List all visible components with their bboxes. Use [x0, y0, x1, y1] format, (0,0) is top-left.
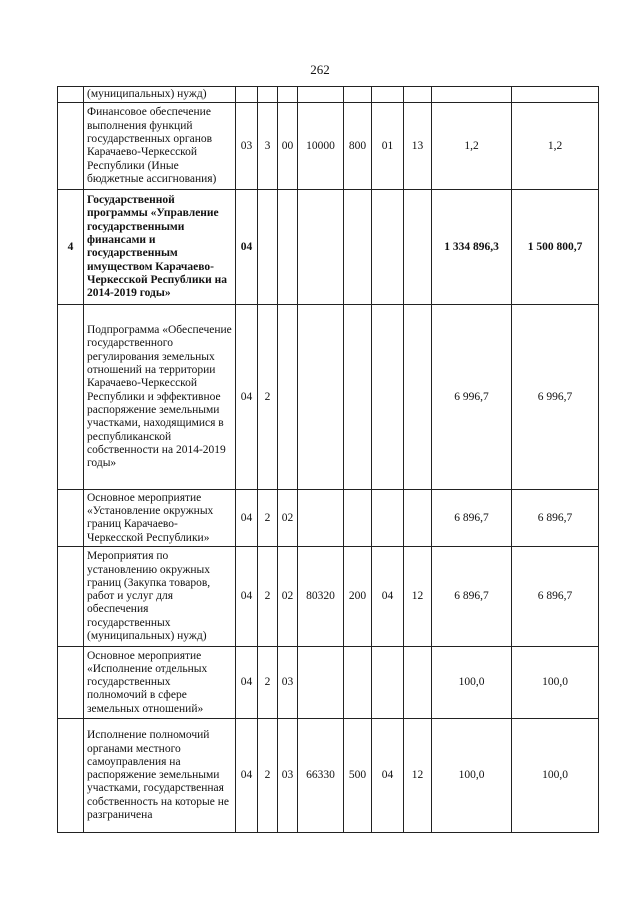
- code-cell: 04: [236, 190, 258, 305]
- code-cell: 00: [278, 103, 298, 190]
- amount-cell: 6 896,7: [512, 547, 599, 647]
- code-cell: [404, 190, 432, 305]
- code-cell: 01: [372, 103, 404, 190]
- code-cell: [344, 190, 372, 305]
- amount-cell: 100,0: [432, 647, 512, 719]
- page-number: 262: [310, 62, 330, 77]
- budget-table: [57, 86, 599, 833]
- table-row: [58, 490, 599, 547]
- amount-cell: [512, 87, 599, 103]
- code-cell: [258, 87, 278, 103]
- row-name-cell: Подпрограмма «Обеспечение государственного регулирования земельных отношений на территории Карачаево-Черкесской Республики и эффективное распоряжение земельными участками, находящимися в республиканской собственности на 2014-2019 годы»: [84, 305, 236, 490]
- code-cell: 03: [236, 103, 258, 190]
- code-cell: 3: [258, 103, 278, 190]
- code-cell: [372, 647, 404, 719]
- amount-cell: 100,0: [512, 647, 599, 719]
- code-cell: [344, 305, 372, 490]
- code-cell: 66330: [298, 719, 344, 833]
- row-name-cell: Мероприятия по установлению окружных границ (Закупка товаров, работ и услуг для обеспечения государственных (муниципальных) нужд): [84, 547, 236, 647]
- amount-cell: 1 334 896,3: [432, 190, 512, 305]
- row-number-cell: [58, 647, 84, 719]
- table-row: [58, 103, 599, 190]
- code-cell: 10000: [298, 103, 344, 190]
- code-cell: [278, 87, 298, 103]
- code-cell: [404, 87, 432, 103]
- table-row: [58, 190, 599, 305]
- code-cell: [404, 305, 432, 490]
- amount-cell: 1 500 800,7: [512, 190, 599, 305]
- code-cell: [372, 87, 404, 103]
- row-name-cell: Основное мероприятие «Исполнение отдельных государственных полномочий в сфере земельных отношений»: [84, 647, 236, 719]
- code-cell: 02: [278, 490, 298, 547]
- code-cell: 500: [344, 719, 372, 833]
- code-cell: [404, 647, 432, 719]
- table-row: [58, 547, 599, 647]
- row-number-cell: [58, 719, 84, 833]
- code-cell: 2: [258, 647, 278, 719]
- code-cell: 04: [236, 490, 258, 547]
- code-cell: 04: [236, 305, 258, 490]
- row-number-cell: [58, 305, 84, 490]
- row-name-cell: (муниципальных) нужд): [84, 87, 236, 103]
- code-cell: 2: [258, 305, 278, 490]
- code-cell: 800: [344, 103, 372, 190]
- code-cell: 13: [404, 103, 432, 190]
- amount-cell: 100,0: [432, 719, 512, 833]
- code-cell: [372, 490, 404, 547]
- code-cell: [278, 305, 298, 490]
- row-name-cell: Государственной программы «Управление государственными финансами и государственным имуществом Карачаево-Черкесской Республики на 2014-2019 годы»: [84, 190, 236, 305]
- code-cell: [298, 190, 344, 305]
- amount-cell: 1,2: [512, 103, 599, 190]
- code-cell: [344, 647, 372, 719]
- code-cell: [372, 305, 404, 490]
- code-cell: 02: [278, 547, 298, 647]
- table-row: [58, 719, 599, 833]
- code-cell: [404, 490, 432, 547]
- code-cell: 80320: [298, 547, 344, 647]
- code-cell: 03: [278, 647, 298, 719]
- row-number-cell: [58, 87, 84, 103]
- code-cell: 03: [278, 719, 298, 833]
- code-cell: [344, 87, 372, 103]
- code-cell: [344, 490, 372, 547]
- code-cell: 04: [236, 547, 258, 647]
- code-cell: 12: [404, 719, 432, 833]
- table-row: [58, 305, 599, 490]
- code-cell: 04: [236, 719, 258, 833]
- code-cell: 04: [372, 547, 404, 647]
- code-cell: 200: [344, 547, 372, 647]
- amount-cell: 6 996,7: [512, 305, 599, 490]
- code-cell: [236, 87, 258, 103]
- row-number-cell: [58, 490, 84, 547]
- row-name-cell: Финансовое обеспечение выполнения функций государственных органов Карачаево-Черкесской Республики (Иные бюджетные ассигнования): [84, 103, 236, 190]
- code-cell: [298, 490, 344, 547]
- amount-cell: 6 996,7: [432, 305, 512, 490]
- code-cell: [298, 87, 344, 103]
- row-number-cell: 4: [58, 190, 84, 305]
- code-cell: [258, 190, 278, 305]
- code-cell: 2: [258, 719, 278, 833]
- row-name-cell: Исполнение полномочий органами местного самоуправления на распоряжение земельными участками, государственная собственность на которые не разграничена: [84, 719, 236, 833]
- code-cell: 2: [258, 547, 278, 647]
- row-number-cell: [58, 103, 84, 190]
- amount-cell: 100,0: [512, 719, 599, 833]
- code-cell: [372, 190, 404, 305]
- amount-cell: 6 896,7: [512, 490, 599, 547]
- code-cell: 12: [404, 547, 432, 647]
- amount-cell: 6 896,7: [432, 547, 512, 647]
- code-cell: [278, 190, 298, 305]
- code-cell: [298, 305, 344, 490]
- code-cell: 04: [236, 647, 258, 719]
- amount-cell: 1,2: [432, 103, 512, 190]
- amount-cell: [432, 87, 512, 103]
- row-name-cell: Основное мероприятие «Установление окружных границ Карачаево-Черкесской Республики»: [84, 490, 236, 547]
- row-number-cell: [58, 547, 84, 647]
- amount-cell: 6 896,7: [432, 490, 512, 547]
- table-row: [58, 87, 599, 103]
- table-row: [58, 647, 599, 719]
- code-cell: 2: [258, 490, 278, 547]
- code-cell: 04: [372, 719, 404, 833]
- code-cell: [298, 647, 344, 719]
